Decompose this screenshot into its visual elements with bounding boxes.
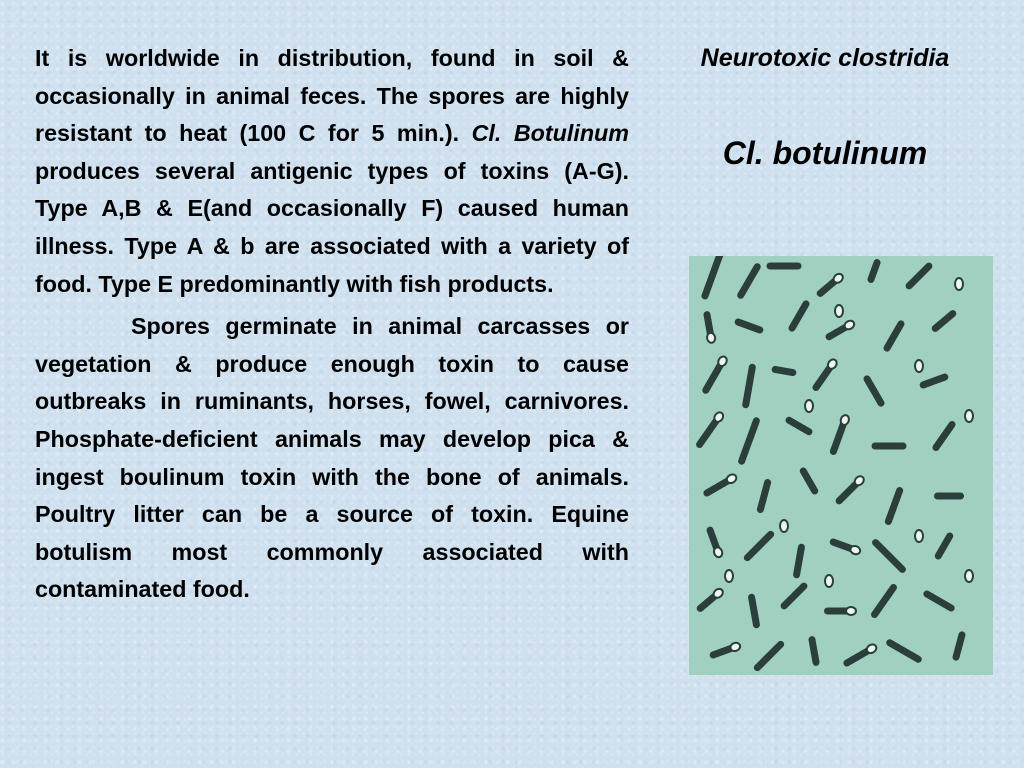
bacterium-rod	[824, 319, 856, 342]
bacterium-rod	[824, 607, 856, 615]
spore	[706, 332, 716, 343]
bacterium-rod	[882, 319, 906, 353]
p1-part-1: It is worldwide in distribution, found in soil & occasionally in animal feces. The spores are highly resistant to heat (100 C for 5 min.).	[35, 45, 629, 147]
bacterium-rod	[862, 374, 886, 408]
p2-text: Spores germinate in animal carcasses or vegetation & produce enough toxin to cause outbreaks in ruminants, horses, fowel, carnivores. Phosphate-deficient animals may develop pica & ingest boulinum toxin with the bone of animals. Poultry litter can be a source of toxin. Equine botulism most commonly associated with contaminated food.	[35, 313, 629, 603]
bacterium-rod	[815, 272, 845, 299]
bacterium-rod	[771, 365, 797, 376]
bacterium-rod	[870, 583, 899, 620]
bacterium-rod	[695, 587, 725, 614]
bacterium-rod	[930, 309, 957, 334]
bacterium-rod	[866, 258, 881, 284]
p1-species-name: Cl. Botulinum	[471, 120, 629, 147]
micrograph-image	[689, 256, 993, 675]
bacterium-rod	[828, 414, 850, 456]
bacterium-rod	[734, 318, 765, 335]
bacterium-rod	[834, 474, 866, 506]
bacterium-rod	[934, 493, 964, 500]
bacterium-rod	[931, 420, 957, 453]
slide-heading: Neurotoxic clostridia	[700, 44, 950, 72]
bacterium-rod	[808, 636, 820, 667]
bacterium-rod	[884, 486, 904, 526]
free-spore	[965, 570, 973, 582]
spore	[729, 641, 741, 652]
bacterium-rod	[736, 262, 762, 300]
description-text	[35, 40, 629, 609]
bacterium-rod	[737, 416, 761, 465]
bacterium-rod	[742, 529, 775, 562]
bacterium-rod	[784, 415, 813, 436]
free-spore	[725, 570, 733, 582]
bacterium-rod	[709, 641, 742, 659]
free-spore	[955, 278, 963, 290]
bacterium-rod	[702, 473, 738, 498]
bacterium-rod	[705, 526, 723, 559]
bacterium-rod	[952, 631, 967, 662]
free-spore	[825, 575, 833, 587]
paragraph-1	[35, 40, 629, 303]
p1-part-2: produces several antigenic types of toxins (A-G). Type A,B & E(and occasionally F) caused human illness. Type A & b are associated with a variety of food. Type E predominantly with fish products.	[35, 157, 629, 297]
bacterium-rod	[793, 543, 806, 579]
slide-subheading: Cl. botulinum	[722, 135, 928, 171]
paragraph-2	[35, 308, 629, 609]
bacterium-rod	[767, 263, 802, 270]
free-spore	[835, 305, 843, 317]
spore	[849, 545, 861, 556]
bacterium-rod	[922, 589, 956, 613]
bacterium-rod	[842, 643, 878, 668]
bacterium-rod	[829, 537, 862, 555]
bacterium-rod	[787, 299, 811, 333]
bacterium-rod	[871, 538, 908, 575]
bacterium-rod	[701, 355, 729, 395]
bacterium-rod	[811, 358, 839, 393]
bacterium-rod	[933, 531, 954, 560]
bacterium-rod	[748, 593, 761, 629]
bacterium-rod	[756, 478, 772, 514]
bacterium-rod	[872, 443, 907, 450]
bacterium-rod	[702, 311, 715, 344]
free-spore	[780, 520, 788, 532]
bacterium-rod	[700, 256, 729, 301]
spore	[713, 546, 724, 558]
free-spore	[805, 400, 813, 412]
bacterium-rod	[885, 638, 923, 664]
free-spore	[915, 360, 923, 372]
bacterium-rod	[779, 581, 809, 611]
free-spore	[915, 530, 923, 542]
bacterium-rod	[798, 466, 819, 495]
free-spore	[965, 410, 973, 422]
bacterium-rod	[694, 411, 725, 450]
bacterium-rod	[904, 261, 934, 291]
bacterium-rod	[752, 639, 785, 672]
spore	[839, 414, 850, 426]
bacterium-rod	[919, 373, 950, 390]
bacterium-rod	[742, 363, 757, 409]
spore	[846, 607, 856, 615]
